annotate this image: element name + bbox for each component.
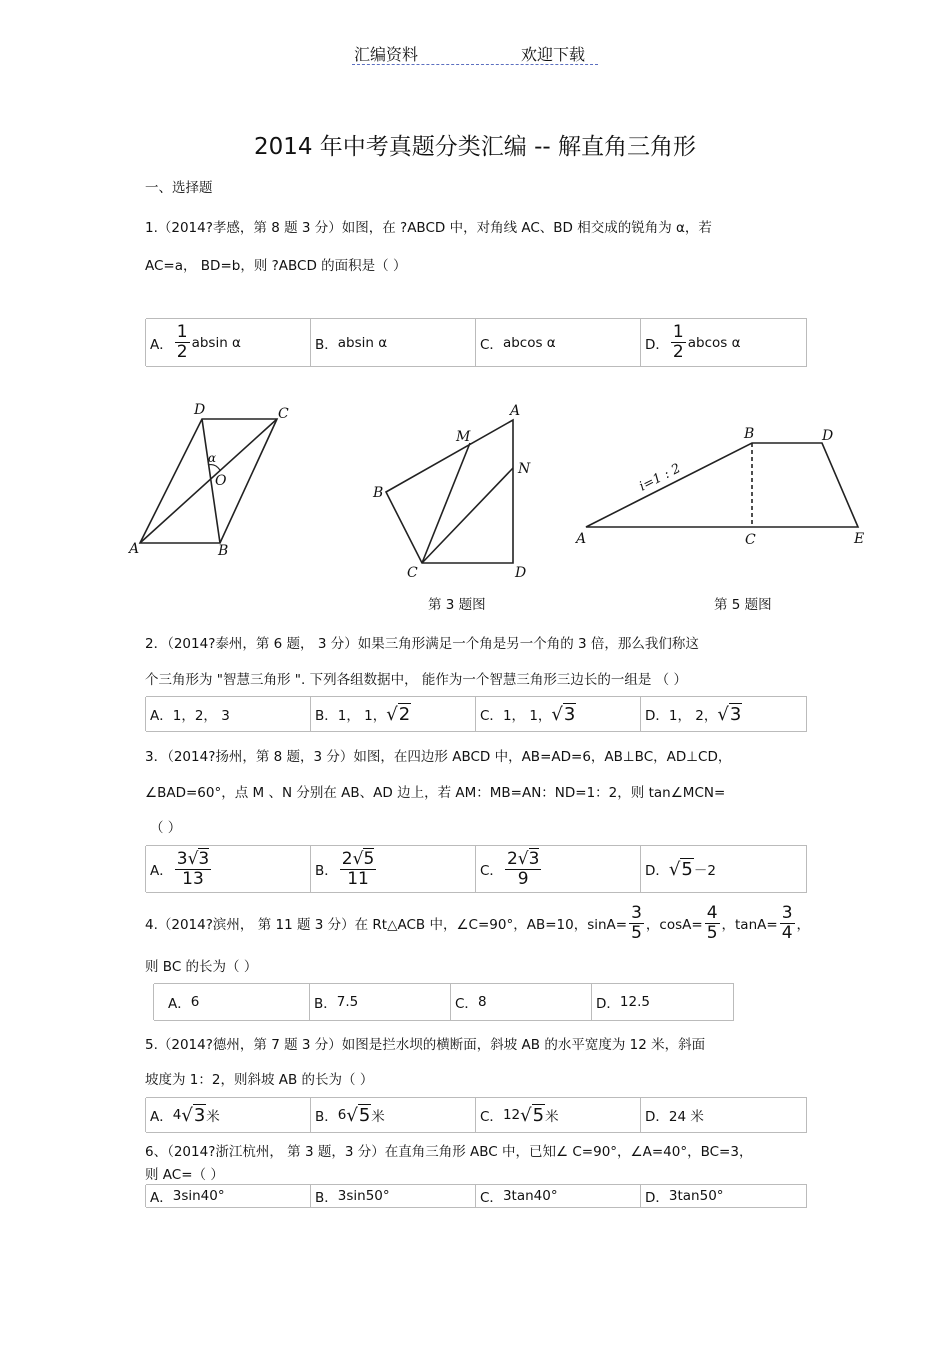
- radicand: 5: [358, 1104, 371, 1126]
- option-label: D．: [596, 996, 620, 1012]
- option-text: －2: [693, 863, 716, 879]
- denominator: 2: [672, 342, 684, 362]
- radicand: 2: [398, 703, 411, 725]
- q4-tan-label: ，tanA=: [721, 917, 778, 933]
- option-label: C．: [480, 336, 503, 353]
- option-label: B．: [315, 863, 338, 879]
- q4-suffix: ，: [796, 917, 811, 933]
- q2-line1: 2．（2014?泰州，第 6 题， 3 分）如果三角形满足一个角是另一个角的 3 倍，那么我们称这: [145, 636, 699, 652]
- option-text: 12.5: [619, 994, 650, 1010]
- radicand: 5: [532, 1104, 545, 1126]
- option-text: abcos α: [502, 334, 556, 351]
- radicand: 3: [563, 703, 576, 725]
- radicand: 3: [528, 848, 540, 869]
- fig3-slope-label: i=1 : 2: [637, 461, 684, 495]
- option-text: 1，2， 3: [172, 708, 230, 724]
- q3-line3: （ ）: [150, 820, 182, 836]
- denominator: 5: [706, 922, 718, 943]
- q2-option-b[interactable]: [310, 697, 476, 731]
- option-text: 3sin50°: [337, 1188, 390, 1204]
- q5-line1: 5.（2014?德州，第 7 题 3 分）如图是拦水坝的横断面，斜坡 AB 的水平宽度为 12 米，斜面: [145, 1037, 706, 1053]
- q2-option-d[interactable]: [640, 697, 806, 731]
- option-label: A．: [150, 863, 173, 879]
- fig1-label-alpha: α: [208, 451, 217, 465]
- q5-option-d[interactable]: [640, 1098, 806, 1132]
- q3-option-b[interactable]: [310, 846, 476, 892]
- q1-options: [146, 318, 807, 367]
- radicand: 5: [363, 848, 375, 869]
- coefficient: 2: [341, 848, 353, 869]
- denominator: 13: [182, 868, 204, 889]
- q3-options: [146, 845, 807, 893]
- option-label: B．: [314, 996, 337, 1012]
- fraction: [505, 848, 542, 889]
- fig2-label-a: A: [510, 403, 521, 419]
- header-divider: [352, 64, 598, 65]
- q4-options: [154, 983, 734, 1021]
- radicand: 5: [681, 858, 693, 880]
- option-text: 1， 1，: [337, 708, 387, 724]
- option-text: absin α: [337, 334, 388, 351]
- sqrt-expression: √5: [346, 1104, 371, 1126]
- q1-option-b[interactable]: [310, 319, 476, 366]
- q1-option-a[interactable]: [145, 319, 311, 366]
- option-label: A．: [150, 1109, 173, 1125]
- option-label: B．: [315, 336, 338, 353]
- fraction: [671, 324, 686, 361]
- q2-option-a[interactable]: [145, 697, 311, 731]
- q4-line1: [145, 900, 810, 946]
- figure-caption-3: 第 3 题图: [428, 597, 486, 613]
- option-label: B．: [315, 708, 338, 724]
- fig2-label-b: B: [373, 485, 384, 501]
- option-label: C．: [480, 863, 503, 879]
- q3-option-c[interactable]: [475, 846, 641, 892]
- fig1-label-d: D: [194, 402, 206, 418]
- fig1-label-c: C: [278, 406, 289, 422]
- radicand: 3: [729, 703, 742, 725]
- option-label: A．: [150, 336, 173, 353]
- numerator: 1: [672, 322, 684, 342]
- radicand: 3: [193, 1104, 206, 1126]
- q1-line2: AC=a， BD=b，则 ?ABCD 的面积是（ ）: [145, 258, 407, 274]
- denominator: 2: [176, 342, 188, 362]
- fig1-label-a: A: [129, 541, 140, 557]
- q3-option-a[interactable]: [145, 846, 311, 892]
- q5-option-b[interactable]: [310, 1098, 476, 1132]
- q3-option-d[interactable]: [640, 846, 806, 892]
- q4-option-c[interactable]: [450, 984, 591, 1020]
- denominator: 5: [631, 922, 642, 943]
- sqrt-expression: √3: [717, 703, 742, 725]
- option-label: B．: [315, 1109, 338, 1125]
- option-text: 7.5: [336, 994, 359, 1010]
- option-label: B．: [315, 1190, 338, 1206]
- option-text: 6: [190, 994, 200, 1010]
- fig2-label-m: M: [456, 429, 471, 445]
- fig1-label-b: B: [218, 543, 229, 559]
- option-label: D．: [645, 1190, 669, 1206]
- option-label: A．: [168, 996, 191, 1012]
- q1-option-d[interactable]: [640, 319, 806, 366]
- coefficient: 3: [176, 848, 188, 869]
- option-text: absin α: [191, 334, 241, 351]
- fig3-label-e: E: [854, 531, 865, 547]
- option-label: D．: [645, 863, 669, 879]
- option-label: C．: [480, 1190, 503, 1206]
- q6-option-a[interactable]: [145, 1185, 311, 1207]
- coefficient: 12: [502, 1107, 521, 1123]
- q4-option-d[interactable]: [591, 984, 733, 1020]
- numerator: 2√3: [506, 848, 540, 869]
- q3-line2: ∠BAD=60°，点 M 、N 分别在 AB、AD 边上，若 AM：MB=AN：ND=1：2，则 tan∠MCN=: [145, 785, 726, 801]
- q1-option-c[interactable]: [475, 319, 641, 366]
- option-text: 3tan40°: [502, 1188, 558, 1204]
- tan-fraction: [780, 902, 795, 943]
- coefficient: 2: [506, 848, 518, 869]
- fraction: [340, 848, 377, 889]
- sqrt-expression: √5: [520, 1104, 545, 1126]
- fraction: [175, 848, 212, 889]
- page-title: 2014 年中考真题分类汇编 -- 解直角三角形: [253, 134, 697, 160]
- option-label: C．: [480, 1109, 503, 1125]
- q6-option-d[interactable]: [640, 1185, 806, 1207]
- option-text: 1， 2，: [668, 708, 718, 724]
- option-label: D．: [645, 708, 669, 724]
- section-heading: 一、选择题: [145, 180, 213, 196]
- q6-line1: 6、（2014?浙江杭州， 第 3 题，3 分）在直角三角形 ABC 中，已知∠ C=90°，∠A=40°，BC=3，: [145, 1144, 753, 1160]
- sqrt-expression: √3: [551, 703, 576, 725]
- q2-line2: 个三角形为 "智慧三角形 ". 下列各组数据中， 能作为一个智慧三角形三边长的一组是 （ ）: [145, 672, 687, 688]
- q5-line2: 坡度为 1：2，则斜坡 AB 的长为（ ）: [145, 1072, 374, 1088]
- coefficient: 6: [337, 1107, 347, 1123]
- q4-option-b[interactable]: [309, 984, 450, 1020]
- fig3-label-d: D: [822, 428, 834, 444]
- numerator: 4: [706, 902, 718, 923]
- q5-option-c[interactable]: [475, 1098, 641, 1132]
- q2-option-c[interactable]: [475, 697, 641, 731]
- q1-line1: 1.（2014?孝感，第 8 题 3 分）如图，在 ?ABCD 中，对角线 AC、BD 相交成的锐角为 α，若: [145, 220, 712, 236]
- denominator: 11: [347, 868, 369, 889]
- option-text: 24 米: [668, 1109, 704, 1125]
- coefficient: 4: [172, 1107, 182, 1123]
- q6-options: [146, 1184, 807, 1208]
- sqrt-expression: √2: [386, 703, 411, 725]
- q5-options: [146, 1097, 807, 1133]
- fig1-label-o: O: [215, 473, 227, 489]
- q2-options: [146, 696, 807, 732]
- radicand: 3: [198, 848, 210, 869]
- header-left: 汇编资料: [354, 45, 419, 64]
- header-right: 欢迎下载: [521, 45, 586, 64]
- geometry-figures: [120, 395, 880, 590]
- figure-quadrilateral: [386, 420, 513, 563]
- sqrt-expression: √5: [668, 858, 693, 880]
- option-text: 1， 1，: [502, 708, 552, 724]
- option-text: 8: [477, 994, 487, 1010]
- fig3-label-a: A: [576, 531, 587, 547]
- fraction: [175, 324, 190, 361]
- option-label: C．: [480, 708, 503, 724]
- figure-parallelogram: [140, 419, 277, 543]
- figure-caption-5: 第 5 题图: [714, 597, 772, 613]
- fig2-label-c: C: [407, 565, 418, 581]
- option-text: abcos α: [687, 334, 741, 351]
- fig3-label-c: C: [745, 532, 756, 548]
- q4-prefix: 4.（2014?滨州， 第 11 题 3 分）在 Rt△ACB 中，∠C=90°，AB=10，sinA=: [145, 917, 628, 933]
- sqrt-expression: √3: [181, 1104, 206, 1126]
- option-label: D．: [645, 1109, 669, 1125]
- q4-option-a[interactable]: [153, 984, 296, 1020]
- fig2-label-d: D: [515, 565, 527, 581]
- unit: 米: [371, 1109, 385, 1125]
- q5-option-a[interactable]: [145, 1098, 311, 1132]
- q6-option-b[interactable]: [310, 1185, 476, 1207]
- q4-line2: 则 BC 的长为（ ）: [145, 959, 258, 975]
- q6-option-c[interactable]: [475, 1185, 641, 1207]
- fig2-label-n: N: [518, 461, 531, 477]
- numerator: 2√5: [341, 848, 375, 869]
- q6-line2: 则 AC=（ ）: [145, 1167, 224, 1183]
- q3-line1: 3．（2014?扬州，第 8 题，3 分）如图，在四边形 ABCD 中，AB=AD=6，AB⊥BC，AD⊥CD，: [145, 749, 732, 765]
- numerator: 3√3: [176, 848, 210, 869]
- denominator: 9: [517, 868, 529, 889]
- option-text: 3tan50°: [668, 1188, 724, 1204]
- option-text: 3sin40°: [172, 1188, 225, 1204]
- q4-cos-label: ，cosA=: [645, 917, 703, 933]
- numerator: 3: [631, 902, 642, 923]
- numerator: 1: [176, 322, 188, 342]
- option-label: C．: [455, 996, 478, 1012]
- cos-fraction: [705, 902, 720, 943]
- option-label: D．: [645, 336, 669, 353]
- figure-dam-trapezoid: [586, 443, 858, 527]
- fig3-label-b: B: [744, 426, 755, 442]
- unit: 米: [206, 1109, 220, 1125]
- option-label: A．: [150, 708, 173, 724]
- sin-fraction: [629, 902, 644, 943]
- denominator: 4: [781, 922, 793, 943]
- unit: 米: [545, 1109, 559, 1125]
- option-label: A．: [150, 1190, 173, 1206]
- numerator: 3: [781, 902, 793, 923]
